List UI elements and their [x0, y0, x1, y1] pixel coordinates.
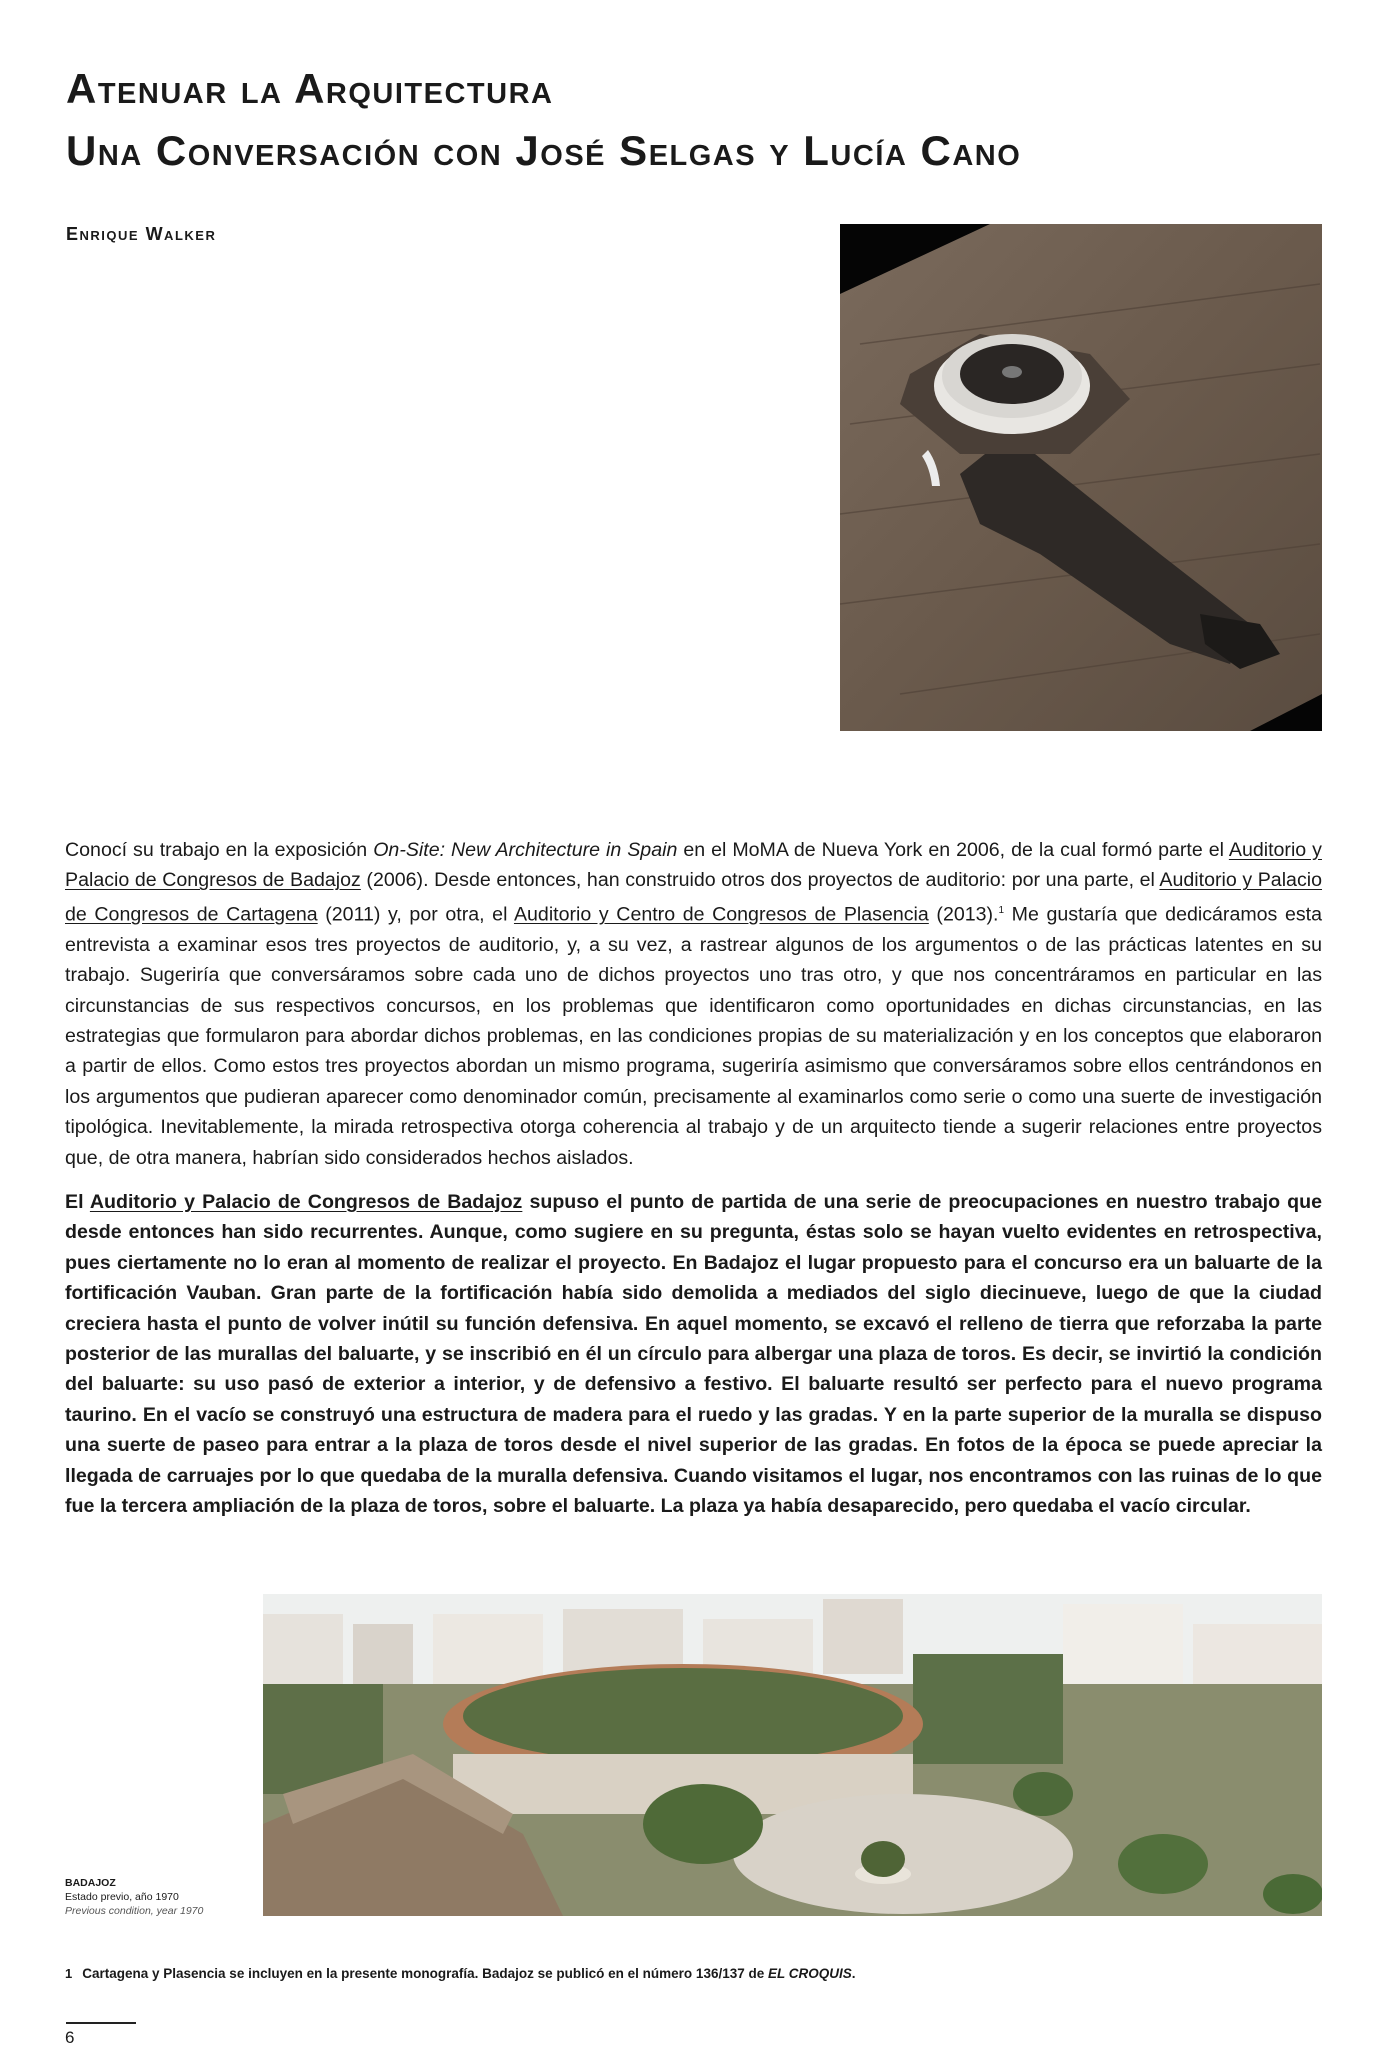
exhibition-title: On-Site: New Architecture in Spain: [373, 839, 678, 861]
link-badajoz-answer[interactable]: Auditorio y Palacio de Congresos de Badajoz: [89, 1191, 523, 1213]
title-line-2: Una Conversación con José Selgas y Lucía Cano: [66, 127, 1022, 174]
badajoz-photo: [263, 1594, 1322, 1916]
author-name: Enrique Walker: [66, 224, 217, 244]
footnote: 1 Cartagena y Plasencia se incluyen en la presente monografía. Badajoz se publicó en el número 136/137 de EL CROQUIS.: [65, 1966, 856, 1981]
page-number: 6: [65, 2028, 75, 2047]
footnote-number: 1: [65, 1966, 73, 1981]
title-line-1: Atenuar la Arquitectura: [66, 65, 554, 112]
interview-question: Conocí su trabajo en la exposición On-Site: New Architecture in Spain en el MoMA de Nueva York en 2006, de la cual formó parte el Auditorio y Palacio de Congresos de Badajoz (2006). Desde entonces, han construido otros dos proyectos de auditorio: por una parte, el Auditorio y Palacio de Congresos de Cartagena (2011) y, por otra, el Auditorio y Centro de Congresos de Plasencia (2013).$^1$ Me gustaría que dedicáramos esta entrevista a examinar esos tres proyectos de auditorio, y, a su vez, a rastrear algunos de los argumentos o de las prácticas latentes en su trabajo. Sugeriría que conversáramos sobre cada uno de dichos proyectos uno tras otro, y que nos concentráramos en particular en las circunstancias de sus respectivos concursos, en los problemas que identificaron como oportunidades en dichas circunstancias, en las estrategias que formularon para abordar dichos problemas, en las condiciones propias de su materialización y en los conceptos que elaboraron a partir de ellos. Como estos tres proyectos abordan un mismo programa, sugeriría asimismo que conversáramos sobre ellos centrándonos en los argumentos que pudieran aparecer como denominador común, precisamente al examinarlos como serie o como una suerte de investigación tipológica. Inevitablemente, la mirada retrospectiva otorga coherencia al trabajo y de un arquitecto tiende a sugerir relaciones entre proyectos que, de otra manera, habrían sido considerados hechos aislados.: [65, 839, 1323, 1169]
link-badajoz[interactable]: Auditorio y Palacio de Congresos de Badajoz: [65, 839, 1322, 892]
caption-place: BADAJOZ: [65, 1877, 116, 1889]
page-number-rule: [66, 2022, 136, 2024]
article-title: [66, 58, 1021, 182]
magazine-name: EL CROQUIS: [768, 1966, 852, 1981]
model-photo: [840, 224, 1322, 731]
photo-caption: [65, 1876, 203, 1918]
caption-spanish: Estado previo, año 1970: [65, 1891, 179, 1903]
interview-answer: El Auditorio y Palacio de Congresos de Badajoz supuso el punto de partida de una serie de preocupaciones en nuestro trabajo que desde entonces han sido recurrentes. Aunque, como sugiere en su pregunta, éstas solo se hayan vuelto evidentes en retrospectiva, pues ciertamente no lo eran al momento de realizar el proyecto. En Badajoz el lugar propuesto para el concurso era un baluarte de la fortificación Vauban. Gran parte de la fortificación había sido demolida a mediados del siglo diecinueve, luego de que la ciudad creciera hasta el punto de volver inútil su función defensiva. En aquel momento, se excavó el relleno de tierra que reforzaba la parte posterior de las murallas del baluarte, y se inscribió en él un círculo para albergar una plaza de toros. Es decir, se invirtió la condición del baluarte: su uso pasó de exterior a interior, y de defensivo a festivo. El baluarte resultó ser perfecto para el nuevo programa taurino. En el vacío se construyó una estructura de madera para el ruedo y las gradas. Y en la parte superior de la muralla se dispuso una suerte de paseo para entrar a la plaza de toros desde el nivel superior de las gradas. En fotos de la época se puede apreciar la llegada de carruajes por lo que quedaba de la muralla defensiva. Cuando visitamos el lugar, nos encontramos con las ruinas de lo que fue la tercera ampliación de la plaza de toros, sobre el baluarte. La plaza ya había desaparecido, pero quedaba el vacío circular.: [65, 1191, 1323, 1518]
footnote-ref[interactable]: 1: [998, 904, 1005, 916]
link-plasencia[interactable]: Auditorio y Centro de Congresos de Plasencia: [513, 903, 929, 926]
link-cartagena[interactable]: Auditorio y Palacio de Congresos de Cartagena: [65, 869, 1323, 926]
caption-english: Previous condition, year 1970: [65, 1905, 204, 1917]
